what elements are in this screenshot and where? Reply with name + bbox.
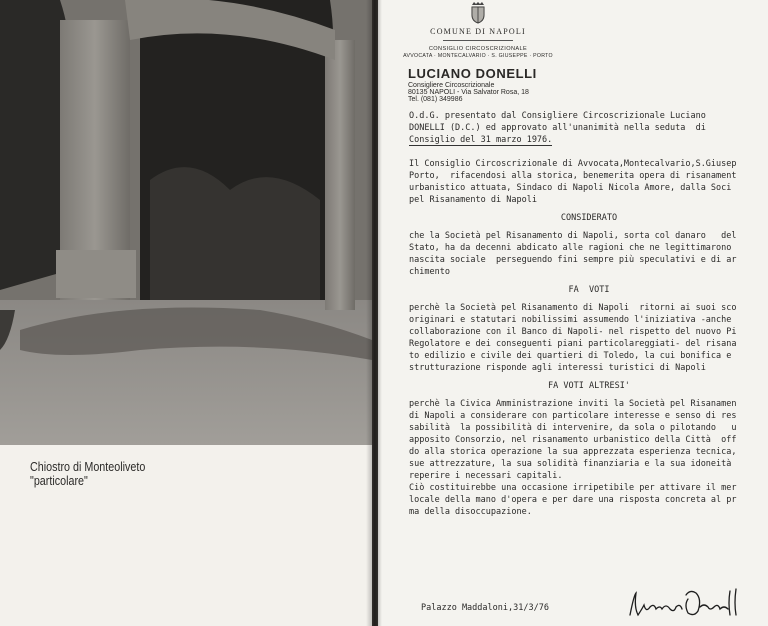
paragraph-gap: [409, 146, 768, 158]
stamp-telephone: Tel. (081) 349986: [408, 96, 463, 103]
text-line: pel Risanamento di Napoli: [409, 195, 537, 205]
letterhead: [378, 2, 578, 59]
text-line: collaborazione con il Banco di Napoli- nel rispetto del nuovo Pi: [409, 327, 737, 337]
text-line: apposito Consorzio, nel risanamento urbanistico della Città off: [409, 435, 737, 445]
cloister-photo: [0, 0, 372, 445]
text-line: strutturazione risponde agli interessi turistici di Napoli: [409, 363, 706, 373]
text-line: [409, 134, 768, 146]
text-line: do alla storica operazione la sua apprezzata esperienza tecnica,: [409, 447, 737, 457]
underlined-text: Consiglio del 31 marzo 1976.: [409, 135, 553, 145]
text-line: chimento: [409, 267, 450, 277]
stamp-address: 80135 NAPOLI - Via Salvator Rosa, 18: [408, 89, 529, 96]
text-line: di Napoli a considerare con particolare interesse e senso di res: [409, 411, 737, 421]
text-line: locale della mano d'opera e per dare una risposta concreta al pr: [409, 495, 737, 505]
text-line: sabilità la possibilità di intervenire, da sola o pilotando u: [409, 423, 737, 433]
photo-caption: [30, 460, 145, 488]
text-line: Il Consiglio Circoscrizionale di Avvocata,Montecalvario,S.Giusep: [409, 159, 737, 169]
text-line: Ciò costituirebbe una occasione irripetibile per attivare il mer: [409, 483, 737, 493]
text-line: che la Società pel Risanamento di Napoli, sorta col danaro del: [409, 231, 737, 241]
text-line: O.d.G. presentato dal Consigliere Circoscrizionale Luciano: [409, 111, 706, 121]
quartieri-label: AVVOCATA · MONTECALVARIO · S. GIUSEPPE · PORTO: [403, 53, 553, 59]
section-heading: FA VOTI: [568, 285, 610, 295]
text-line: reperire i necessari capitali.: [409, 471, 563, 481]
handwritten-signature: [624, 585, 752, 625]
left-page: [0, 0, 372, 626]
stamp-role: Consigliere Circoscrizionale: [408, 82, 495, 89]
right-page: [378, 0, 768, 626]
text-line: ma della disoccupazione.: [409, 507, 532, 517]
text-line: urbanistico attuata, Sindaco di Napoli Nicola Amore, dalla Soci: [409, 183, 732, 193]
coat-of-arms-icon: [470, 2, 486, 24]
text-line: DONELLI (D.C.) ed approvato all'unanimità nella seduta di: [409, 123, 706, 133]
text-line: to edilizio e civile dei quartieri di Toledo, la cui bonifica e: [409, 351, 732, 361]
text-line: sue attrezzature, la sua solidità finanziaria e la sua idoneità: [409, 459, 732, 469]
section-heading: CONSIDERATO: [560, 213, 618, 223]
caption-title: Chiostro di Monteoliveto: [30, 460, 146, 474]
text-line: Porto, rifacendosi alla storica, benemerita opera di risanament: [409, 171, 737, 181]
caption-subtitle: "particolare": [30, 474, 88, 488]
comune-title: COMUNE DI NAPOLI: [430, 27, 526, 36]
place-date: Palazzo Maddaloni,31/3/76: [421, 603, 549, 613]
text-line: Regolatore e dei conseguenti piani particolareggiati- del risana: [409, 339, 737, 349]
councillor-stamp: [408, 66, 537, 103]
consiglio-label: CONSIGLIO CIRCOSCRIZIONALE: [428, 46, 528, 52]
section-heading: FA VOTI ALTRESI': [548, 381, 630, 391]
typed-resolution-text: [409, 110, 768, 518]
text-line: originari e statutari nobilissimi assumendo l'iniziativa -anche: [409, 315, 732, 325]
letterhead-divider: [443, 40, 513, 41]
text-line: perchè la Civica Amministrazione inviti la Società pel Risanamen: [409, 399, 737, 409]
text-line: Stato, ha da decenni abdicato alle ragioni che ne legittimarono: [409, 243, 732, 253]
text-line: perchè la Società pel Risanamento di Napoli ritorni ai suoi sco: [409, 303, 737, 313]
stamp-name: LUCIANO DONELLI: [408, 66, 537, 81]
text-line: nascita sociale perseguendo fini sempre più speculativi e di ar: [409, 255, 737, 265]
